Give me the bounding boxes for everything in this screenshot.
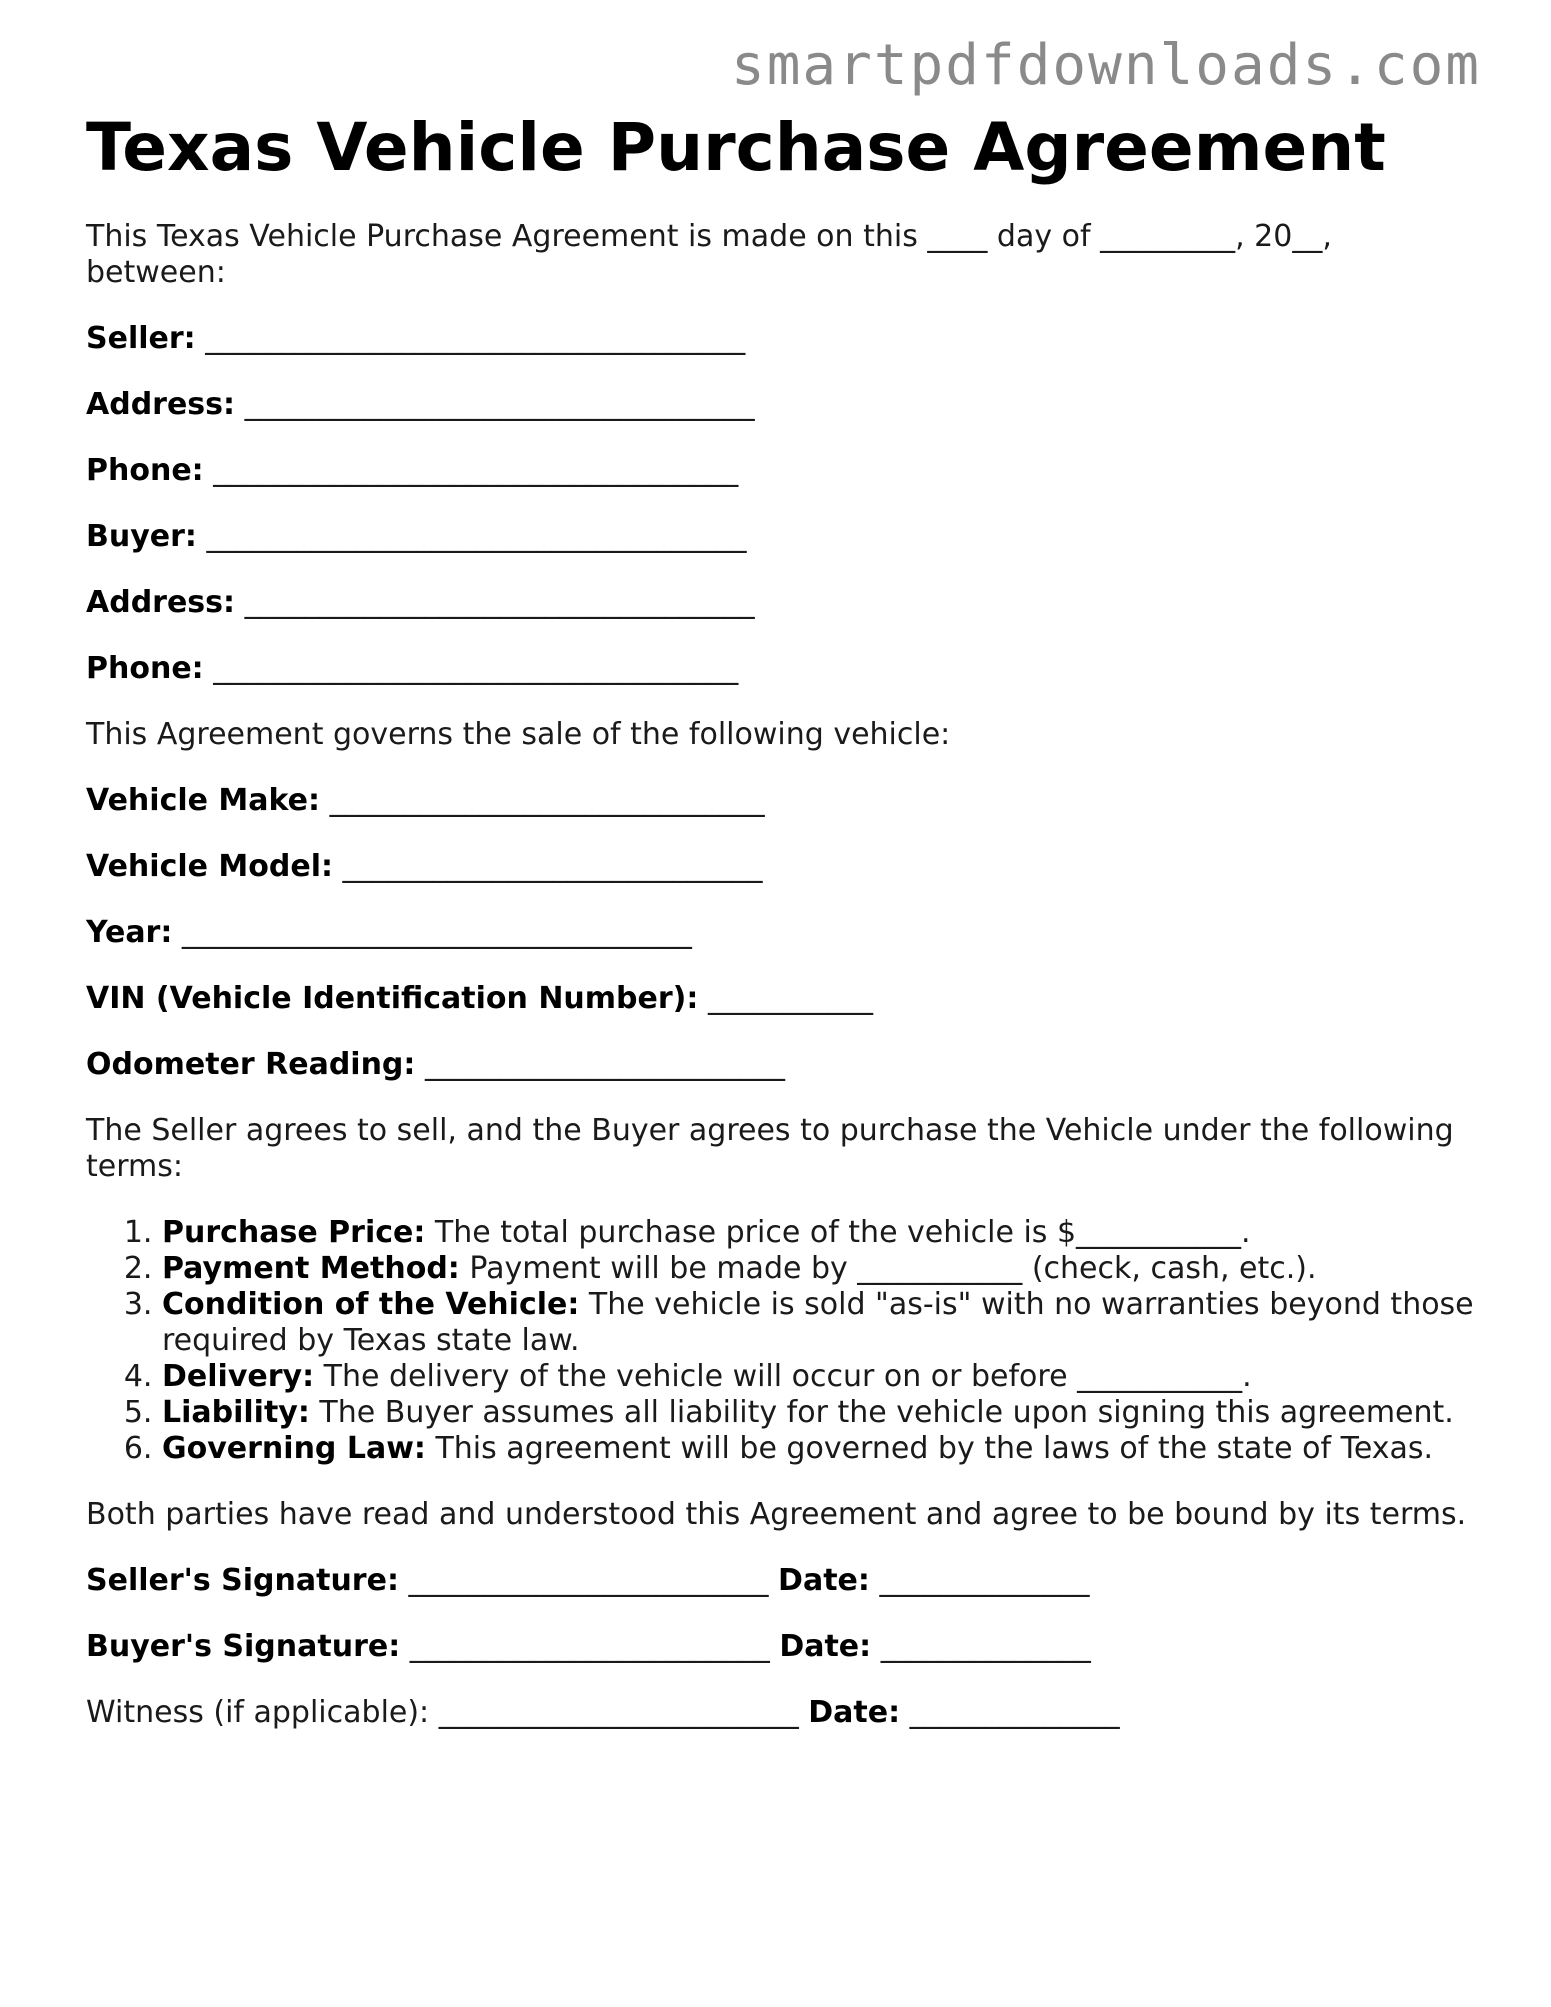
vehicle-make-field — [86, 783, 1476, 819]
field-label: Vehicle Model: — [86, 849, 333, 885]
field-label: Phone: — [86, 453, 204, 489]
term-text: The total purchase price of the vehicle is $___________. — [434, 1215, 1251, 1251]
list-item — [162, 1359, 1476, 1395]
buyer-address-field — [86, 585, 1476, 621]
field-label: Address: — [86, 585, 236, 621]
buyer-signature-line — [86, 1629, 1476, 1665]
field-label: Seller: — [86, 321, 196, 357]
vehicle-model-field — [86, 849, 1476, 885]
date-label: Date: — [778, 1563, 870, 1599]
term-text: The Buyer assumes all liability for the vehicle upon signing this agreement. — [319, 1395, 1454, 1431]
term-label: Purchase Price: — [162, 1215, 426, 1251]
seller-signature-line — [86, 1563, 1476, 1599]
buyer-phone-field — [86, 651, 1476, 687]
list-item — [162, 1395, 1476, 1431]
field-label: Year: — [86, 915, 173, 951]
seller-address-blank[interactable]: __________________________________ — [244, 387, 755, 423]
term-text: This agreement will be governed by the laws of the state of Texas. — [435, 1431, 1434, 1467]
witness-signature-blank[interactable]: ________________________ — [438, 1695, 799, 1731]
year-field — [86, 915, 1476, 951]
year-blank[interactable]: __________________________________ — [181, 915, 692, 951]
seller-signature-blank[interactable]: ________________________ — [408, 1563, 769, 1599]
witness-signature-line — [86, 1695, 1476, 1731]
signature-label: Buyer's Signature: — [86, 1629, 401, 1665]
seller-phone-field — [86, 453, 1476, 489]
seller-blank[interactable]: ____________________________________ — [205, 321, 746, 357]
seller-date-blank[interactable]: ______________ — [879, 1563, 1090, 1599]
list-item — [162, 1431, 1476, 1467]
vehicle-intro: This Agreement governs the sale of the following vehicle: — [86, 717, 951, 753]
field-label: Buyer: — [86, 519, 197, 555]
vehicle-model-blank[interactable]: ____________________________ — [342, 849, 763, 885]
vehicle-make-blank[interactable]: _____________________________ — [329, 783, 765, 819]
field-label: Vehicle Make: — [86, 783, 321, 819]
term-text: The delivery of the vehicle will occur on or before ___________. — [323, 1359, 1252, 1395]
seller-address-field — [86, 387, 1476, 423]
witness-date-blank[interactable]: ______________ — [909, 1695, 1120, 1731]
date-label: Date: — [808, 1695, 901, 1731]
field-label: Phone: — [86, 651, 204, 687]
buyer-field — [86, 519, 1476, 555]
list-item — [162, 1215, 1476, 1251]
field-label: VIN (Vehicle Identification Number): — [86, 981, 699, 1017]
buyer-signature-blank[interactable]: ________________________ — [409, 1629, 770, 1665]
buyer-phone-blank[interactable]: ___________________________________ — [213, 651, 739, 687]
buyer-blank[interactable]: ____________________________________ — [206, 519, 747, 555]
seller-phone-blank[interactable]: ___________________________________ — [213, 453, 739, 489]
term-label: Condition of the Vehicle: — [162, 1287, 580, 1323]
vin-field — [86, 981, 1476, 1017]
page-title: Texas Vehicle Purchase Agreement — [86, 109, 1386, 186]
vin-blank[interactable]: ___________ — [707, 981, 873, 1017]
term-label: Governing Law: — [162, 1431, 426, 1467]
term-text: The vehicle is sold "as-is" with no warranties beyond those required by Texas state law. — [162, 1287, 1474, 1359]
term-label: Delivery: — [162, 1359, 315, 1395]
terms-intro: The Seller agrees to sell, and the Buyer agrees to purchase the Vehicle under the following terms: — [86, 1113, 1454, 1185]
term-label: Payment Method: — [162, 1251, 460, 1287]
seller-field — [86, 321, 1476, 357]
list-item — [162, 1251, 1476, 1287]
term-label: Liability: — [162, 1395, 310, 1431]
watermark: smartpdfdownloads.com — [730, 33, 1481, 98]
signature-label: Seller's Signature: — [86, 1563, 399, 1599]
signature-label: Witness (if applicable): — [86, 1695, 430, 1731]
term-text: Payment will be made by ___________ (check, cash, etc.). — [469, 1251, 1317, 1287]
intro-paragraph: This Texas Vehicle Purchase Agreement is made on this ____ day of _________, 20__, between: — [86, 219, 1332, 291]
buyer-address-blank[interactable]: __________________________________ — [244, 585, 755, 621]
document-page — [86, 108, 1476, 1731]
field-label: Address: — [86, 387, 236, 423]
odometer-field — [86, 1047, 1476, 1083]
field-label: Odometer Reading: — [86, 1047, 416, 1083]
closing-paragraph: Both parties have read and understood this Agreement and agree to be bound by its terms. — [86, 1497, 1467, 1533]
odometer-blank[interactable]: ________________________ — [424, 1047, 785, 1083]
terms-list — [86, 1215, 1476, 1467]
list-item — [162, 1287, 1476, 1359]
date-label: Date: — [779, 1629, 872, 1665]
buyer-date-blank[interactable]: ______________ — [880, 1629, 1091, 1665]
